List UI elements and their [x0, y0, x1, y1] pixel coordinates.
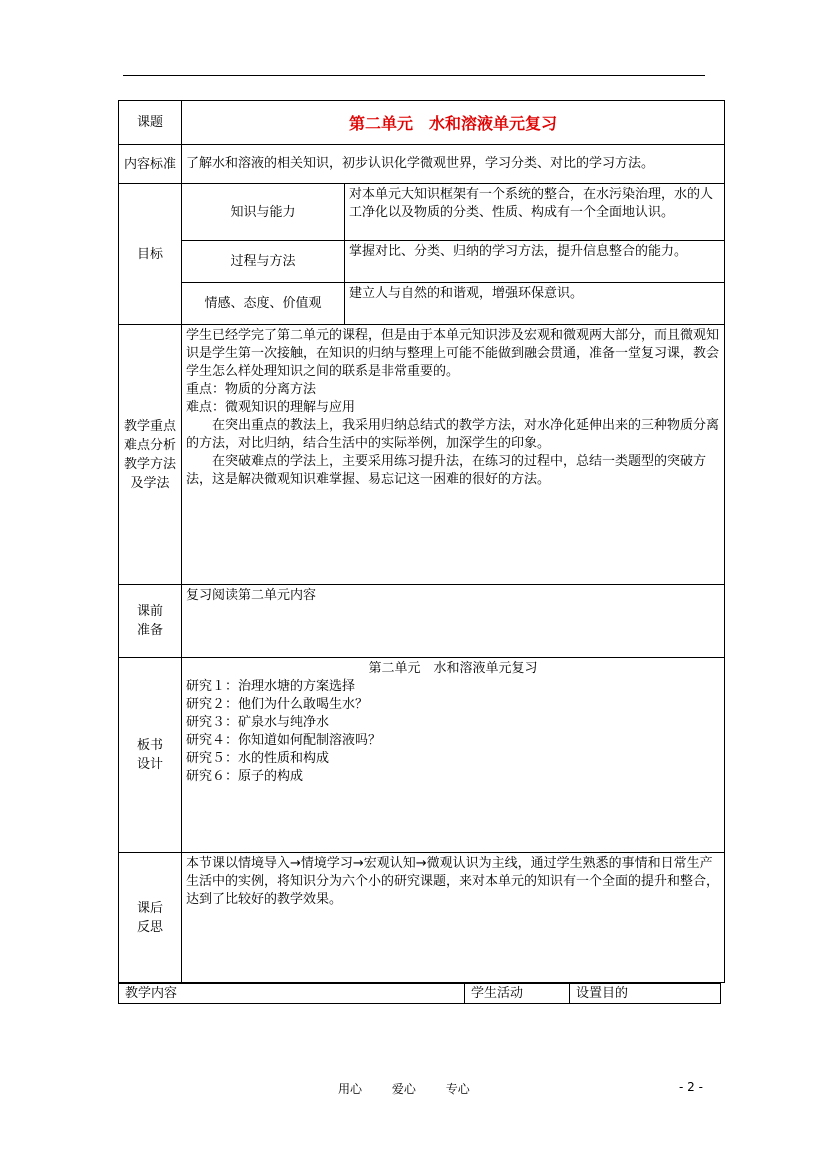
- prep-text: 复习阅读第二单元内容: [182, 585, 725, 658]
- board-heading: 第二单元 水和溶液单元复习: [368, 661, 538, 676]
- analysis-content: [182, 325, 725, 585]
- analysis-paragraph-3: 在突破难点的学法上，主要采用练习提升法，在练习的过程中，总结一类题型的突破方法，这是解决微观知识难掌握、易忘记这一困难的很好的方法。: [186, 454, 707, 487]
- board-label: 板书设计: [119, 658, 182, 853]
- purpose-header: 设置目的: [570, 984, 721, 1004]
- analysis-key-point: 重点：物质的分离方法: [186, 382, 317, 397]
- board-content: [182, 658, 725, 853]
- goals-label: 目标: [119, 184, 182, 325]
- content-header: 教学内容: [119, 984, 465, 1004]
- board-item: 研究５：水的性质和构成: [186, 751, 330, 766]
- footer-motto-word: 爱心: [391, 1082, 416, 1096]
- goal-text-process: 掌握对比、分类、归纳的学习方法，提升信息整合的能力。: [345, 241, 725, 283]
- reflection-label: 课后反思: [119, 853, 182, 983]
- page-number: - 2 -: [679, 1080, 703, 1094]
- board-item: 研究１：治理水塘的方案选择: [186, 679, 356, 694]
- prep-label: 课前准备: [119, 585, 182, 658]
- reflection-text: 本节课以情境导入→情境学习→宏观认知→微观认识为主线，通过学生熟悉的事情和日常生产生活中的实例，将知识分为六个小的研究课题，来对本单元的知识有一个全面的提升和整合，达到了比较好的教学效果。: [182, 853, 725, 983]
- lesson-title: 第二单元 水和溶液单元复习: [182, 101, 725, 145]
- analysis-paragraph-2: 在突出重点的教法上，我采用归纳总结式的教学方法，对水净化延伸出来的三种物质分离的方法，对比归纳，结合生活中的实际举例，加深学生的印象。: [186, 418, 720, 451]
- board-item: 研究６：原子的构成: [186, 769, 304, 784]
- analysis-label: 教学重点难点分析教学方法及学法: [119, 325, 182, 585]
- board-item: 研究４：你知道如何配制溶液吗？: [186, 733, 382, 748]
- title-label: 课题: [119, 101, 182, 145]
- footer-motto: [338, 1080, 496, 1097]
- goal-text-knowledge: 对本单元大知识框架有一个系统的整合，在水污染治理，水的人工净化以及物质的分类、性质、构成有一个全面地认识。: [345, 184, 725, 241]
- goal-text-attitude: 建立人与自然的和谐观，增强环保意识。: [345, 283, 725, 325]
- header-rule: [123, 75, 705, 76]
- standard-label: [119, 145, 182, 184]
- footer-motto-word: 用心: [338, 1082, 363, 1096]
- analysis-paragraph-1: 学生已经学完了第二单元的课程，但是由于本单元知识涉及宏观和微观两大部分，而且微观知识是学生第一次接触，在知识的归纳与整理上可能不能做到融会贯通，准备一堂复习课，教会学生怎么样处理知识之间的联系是非常重要的。: [186, 328, 720, 379]
- footer-motto-word: 专心: [445, 1082, 470, 1096]
- board-item: 研究３：矿泉水与纯净水: [186, 715, 330, 730]
- goal-name-attitude: 情感、态度、价值观: [182, 283, 345, 325]
- goal-name-knowledge: 知识与能力: [182, 184, 345, 241]
- standard-label-text: 内容标准: [123, 156, 176, 172]
- activity-header: 学生活动: [465, 984, 570, 1004]
- activity-header-table: [118, 983, 721, 1004]
- standard-text: 了解水和溶液的相关知识，初步认识化学微观世界，学习分类、对比的学习方法。: [182, 145, 725, 184]
- board-item: 研究２：他们为什么敢喝生水？: [186, 697, 369, 712]
- analysis-difficult-point: 难点：微观知识的理解与应用: [186, 400, 356, 415]
- goal-name-process: 过程与方法: [182, 241, 345, 283]
- lesson-plan-table: [118, 100, 725, 983]
